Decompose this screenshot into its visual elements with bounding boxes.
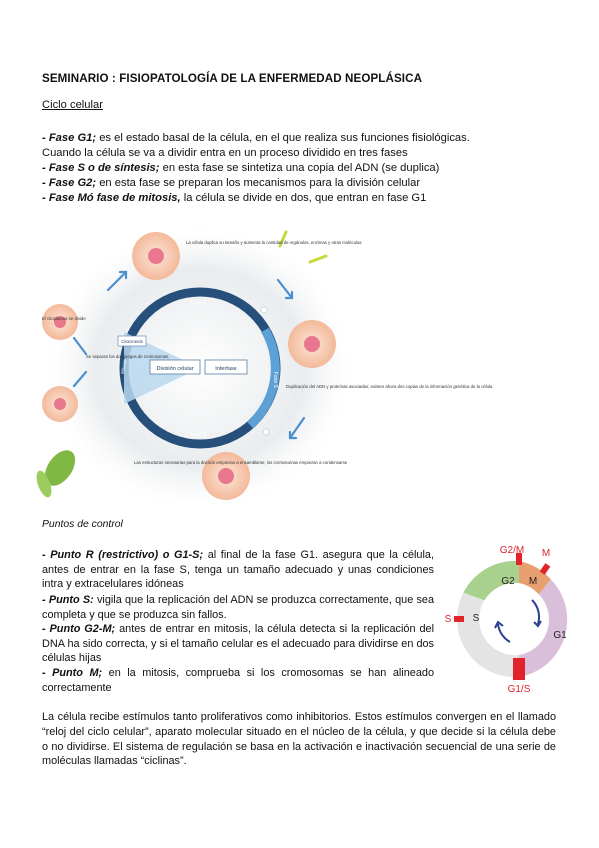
label-g1: G1 [553, 630, 567, 641]
checkpoint-paragraph: - Punto R (restrictivo) o G1-S; al final de la fase G1. asegura que la célula, antes de entrar en la fase S, tenga un tamaño adecuado y unas condiciones intra y extracelulares idóneas [42, 549, 434, 591]
checkpoint-marker-g1s [513, 658, 525, 680]
center-label-division: División celular [156, 366, 194, 372]
annotation-left-2: Se separan los dos juegos de cromosomas [86, 354, 169, 359]
checkpoint-paragraph: - Punto S: vigila que la replicación del ADN se produzca correctamente, que sea completa y que se produzca sin fallos. [42, 594, 435, 621]
label-g2: G2 [501, 576, 515, 587]
center-label-interphase: Interfase [215, 366, 237, 372]
annotation-left: El citoplasma se divide [42, 316, 86, 321]
checkpoint-diagram [440, 540, 592, 700]
phase-line: - Fase G1; es el estado basal de la célula, en el que realiza sus funciones fisiológicas. [42, 132, 470, 144]
section-heading: Ciclo celular [42, 99, 103, 111]
checkpoint-paragraph: - Punto G2-M; antes de entrar en mitosis, la célula detecta si la replicación del DNA ha sido correcta, y si el tamaño celular es el adecuado para dividirse en dos células hijas [42, 623, 434, 665]
phase-label-g2: Fase G [190, 432, 207, 438]
segment-g1 [519, 579, 567, 677]
phase-line: - Fase Mó fase de mitosis, la célula se divide en dos, que entran en fase G1 [42, 192, 427, 204]
label-m-top: M [541, 548, 551, 559]
annotation-bottom: Las estructuras necesarias para la división empiezan a ensamblarse; los cromosomas empiezan a condensarse [134, 460, 348, 465]
label-s: S [472, 613, 480, 624]
checkpoint-paragraph: - Punto M; en la mitosis, comprueba si los cromosomas se han alineado correctamente [42, 667, 434, 694]
label-g2m: G2/M [499, 545, 525, 556]
annotation-right: Duplicación del ADN y proteínas asociadas; existen ahora dos copias de la información genética de la célula [286, 384, 493, 389]
mitosis-label: Mitosis [120, 359, 128, 375]
annotation-top: La célula duplica su tamaño y aumenta la cantidad de orgánulos, enzimas y otras moléculas [186, 240, 362, 245]
phase-line: - Fase S o de síntesis; en esta fase se sintetiza una copia del ADN (se duplica) [42, 162, 440, 174]
arrow-icon [498, 624, 510, 642]
phase-line: Cuando la célula se va a dividir entra en un proceso dividido en tres fases [42, 147, 408, 159]
checkpoint-marker-s [454, 616, 464, 622]
cell-cycle-illustration [40, 222, 493, 508]
arrow-icon [532, 600, 539, 624]
closing-paragraph: La célula recibe estímulos tanto proliferativos como inhibitorios. Estos estímulos convergen en el llamado “reloj del ciclo celular”, aparato molecular situado en el núcleo de la célula, y que decide si la célula debe o no dividirse. El sistema de regulación se basa en la activación e inactivación secuencial de una serie de moléculas llamadas “ciclinas”. [42, 711, 556, 768]
figure-caption: Puntos de control [42, 519, 123, 530]
label-m: M [528, 576, 538, 587]
phase-line: - Fase G2; en esta fase se preparan los mecanismos para la división celular [42, 177, 421, 189]
phase-label-s: Fase S [272, 372, 278, 388]
label-s-side: S [444, 614, 452, 625]
cytokinesis-label: Citocinesis [121, 339, 143, 344]
label-g1s: G1/S [507, 684, 531, 695]
segment-s [457, 593, 519, 678]
phase-label-g1: Fase G [190, 300, 207, 306]
document-title: SEMINARIO : FISIOPATOLOGÍA DE LA ENFERMEDAD NEOPLÁSICA [42, 72, 423, 85]
